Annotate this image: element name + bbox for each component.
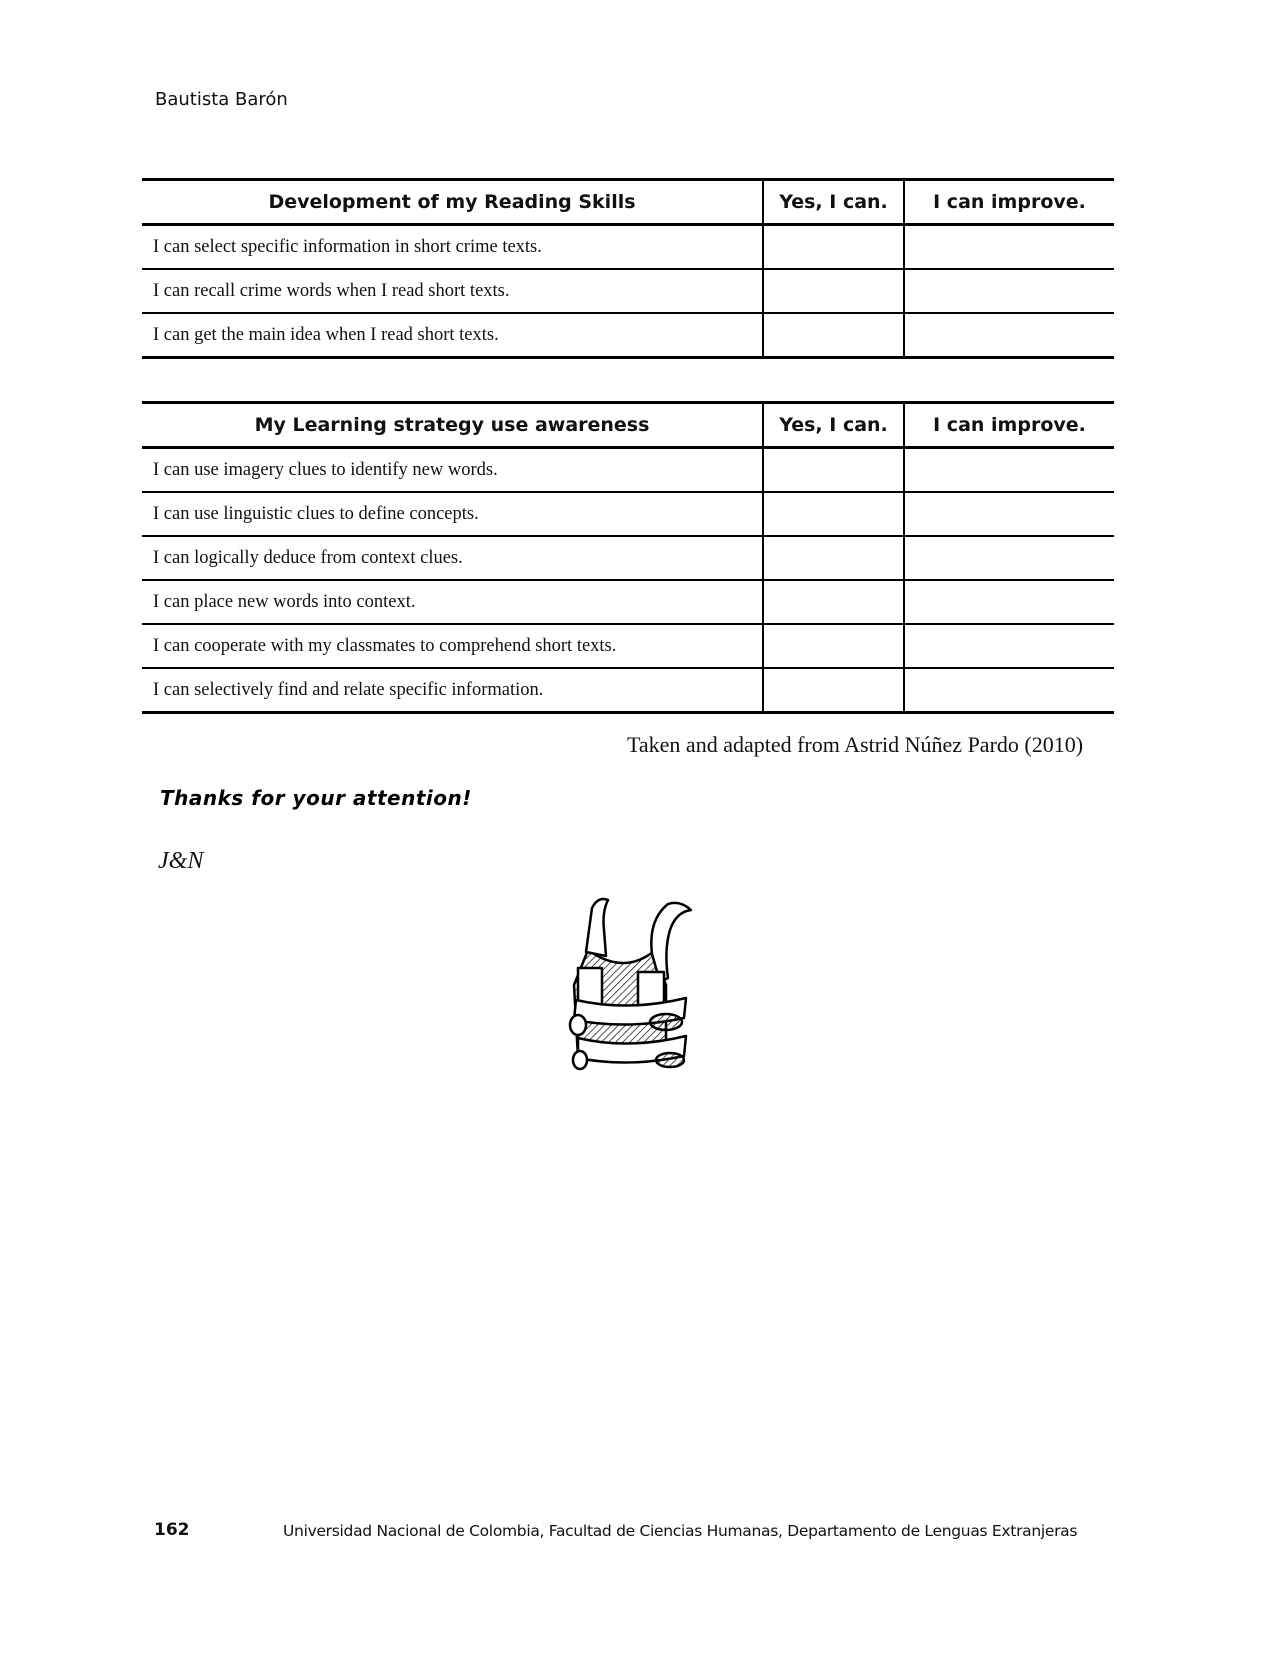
table-row (142, 492, 1114, 536)
yes-cell[interactable] (763, 536, 904, 580)
statement: I can place new words into context. (142, 580, 763, 624)
yes-cell[interactable] (763, 225, 904, 270)
yes-cell[interactable] (763, 580, 904, 624)
bulletproof-vest-icon (548, 890, 693, 1075)
improve-cell[interactable] (904, 448, 1114, 493)
table-row (142, 536, 1114, 580)
statement: I can get the main idea when I read short texts. (142, 313, 763, 358)
column-header-yes: Yes, I can. (763, 180, 904, 225)
table-row (142, 448, 1114, 493)
table-title: Development of my Reading Skills (142, 180, 763, 225)
improve-cell[interactable] (904, 269, 1114, 313)
table-row (142, 624, 1114, 668)
yes-cell[interactable] (763, 448, 904, 493)
improve-cell[interactable] (904, 313, 1114, 358)
yes-cell[interactable] (763, 492, 904, 536)
yes-cell[interactable] (763, 269, 904, 313)
table-row (142, 580, 1114, 624)
table-header-row (142, 180, 1114, 225)
table-row (142, 313, 1114, 358)
column-header-improve: I can improve. (904, 180, 1114, 225)
improve-cell[interactable] (904, 492, 1114, 536)
improve-cell[interactable] (904, 536, 1114, 580)
statement: I can use imagery clues to identify new words. (142, 448, 763, 493)
signature: J&N (158, 848, 204, 874)
running-head: Bautista Barón (155, 89, 288, 110)
yes-cell[interactable] (763, 668, 904, 713)
reading-skills-table (142, 178, 1114, 359)
improve-cell[interactable] (904, 624, 1114, 668)
learning-strategy-table (142, 401, 1114, 714)
table-row (142, 269, 1114, 313)
statement: I can logically deduce from context clues. (142, 536, 763, 580)
statement: I can recall crime words when I read short texts. (142, 269, 763, 313)
statement: I can use linguistic clues to define concepts. (142, 492, 763, 536)
table-row (142, 668, 1114, 713)
table-row (142, 225, 1114, 270)
column-header-improve: I can improve. (904, 403, 1114, 448)
improve-cell[interactable] (904, 668, 1114, 713)
yes-cell[interactable] (763, 624, 904, 668)
statement: I can selectively find and relate specific information. (142, 668, 763, 713)
improve-cell[interactable] (904, 580, 1114, 624)
yes-cell[interactable] (763, 313, 904, 358)
thanks-message: Thanks for your attention! (160, 786, 472, 810)
footer-institution: Universidad Nacional de Colombia, Facultad de Ciencias Humanas, Departamento de Lenguas Extranjeras (283, 1522, 1078, 1540)
table-title: My Learning strategy use awareness (142, 403, 763, 448)
source-attribution: Taken and adapted from Astrid Núñez Pardo (2010) (627, 732, 1084, 757)
improve-cell[interactable] (904, 225, 1114, 270)
table-header-row (142, 403, 1114, 448)
page-number: 162 (154, 1520, 190, 1540)
statement: I can cooperate with my classmates to comprehend short texts. (142, 624, 763, 668)
column-header-yes: Yes, I can. (763, 403, 904, 448)
statement: I can select specific information in short crime texts. (142, 225, 763, 270)
